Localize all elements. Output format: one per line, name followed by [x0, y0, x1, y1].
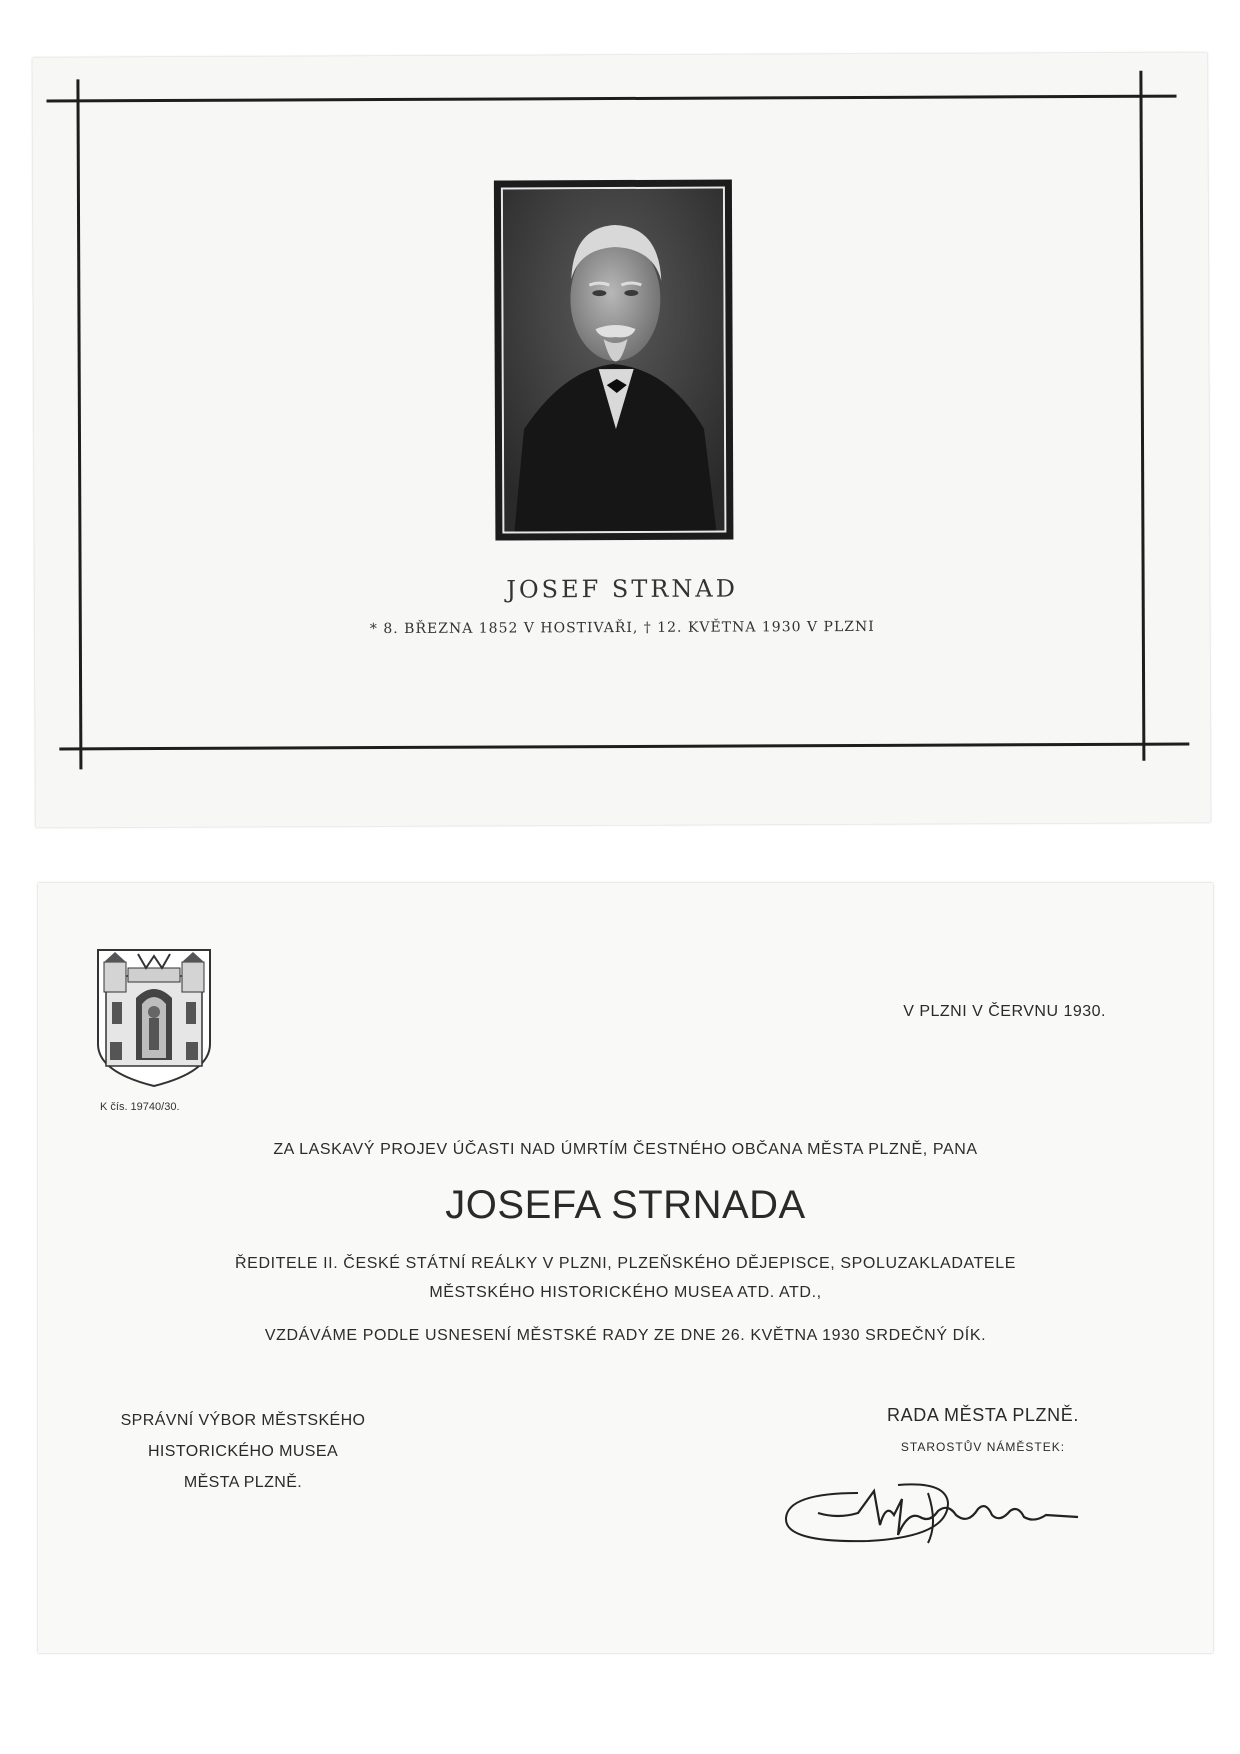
thanks-line: VZDÁVÁME PODLE USNESENÍ MĚSTSKÉ RADY ZE DNE 26. KVĚTNA 1930 SRDEČNÝ DÍK.	[264, 1327, 987, 1344]
signatory-line: SPRÁVNÍ VÝBOR MĚSTSKÉHO	[120, 1412, 366, 1429]
handwritten-signature	[778, 1463, 1118, 1553]
memorial-card-front	[32, 52, 1210, 827]
deceased-name: JOSEF STRNAD	[506, 574, 739, 604]
city-council-label: RADA MĚSTA PLZNĚ.	[887, 1405, 1079, 1425]
portrait-photo	[501, 187, 727, 534]
border-rule-right	[1139, 71, 1145, 761]
portrait-frame	[494, 180, 734, 541]
honoree-title-line-2: MĚSTSKÉHO HISTORICKÉHO MUSEA ATD. ATD.,	[429, 1284, 822, 1301]
place-date-line: V PLZNI V ČERVNU 1930.	[903, 1003, 1106, 1020]
plzen-coat-of-arms-icon	[94, 946, 214, 1088]
border-rule-bottom	[59, 743, 1189, 751]
museum-committee-signatory	[118, 1405, 368, 1498]
signatory-line: MĚSTA PLZNĚ.	[183, 1474, 303, 1491]
border-rule-left	[76, 79, 82, 769]
portrait-illustration	[503, 189, 724, 532]
border-rule-top	[47, 95, 1177, 103]
life-dates: * 8. BŘEZNA 1852 V HOSTIVAŘI, † 12. KVĚTNA 1930 V PLZNI	[369, 618, 875, 638]
intro-line: ZA LASKAVÝ PROJEV ÚČASTI NAD ÚMRTÍM ČESTNÉHO OBČANA MĚSTA PLZNĚ, PANA	[273, 1141, 978, 1158]
signatory-line: HISTORICKÉHO MUSEA	[147, 1443, 339, 1460]
deputy-mayor-label: STAROSTŮV NÁMĚSTEK:	[900, 1440, 1066, 1454]
city-council-signatory	[853, 1405, 1113, 1454]
honoree-title-line-1: ŘEDITELE II. ČESKÉ STÁTNÍ REÁLKY V PLZNI, PLZEŇSKÉHO DĚJEPISCE, SPOLUZAKLADATELE	[235, 1255, 1016, 1272]
honoree-name: JOSEFA STRNADA	[445, 1183, 806, 1227]
memorial-card-back	[38, 883, 1213, 1653]
reference-number: K čís. 19740/30.	[100, 1101, 180, 1113]
